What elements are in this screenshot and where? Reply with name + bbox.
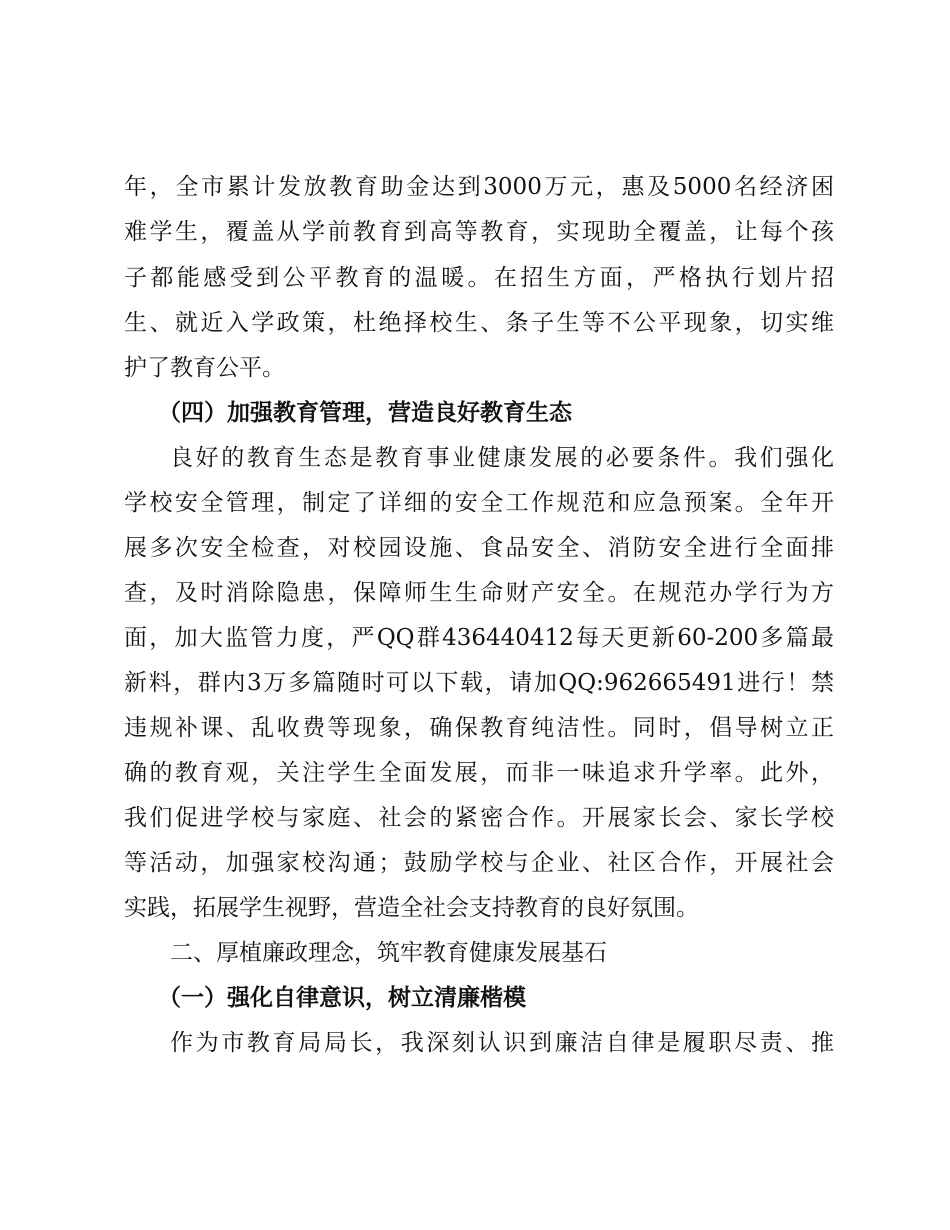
paragraph-line: 展多次安全检查，对校园设施、食品安全、消防安全进行全面排 bbox=[124, 535, 834, 561]
section-heading: 二、厚植廉政理念，筑牢教育健康发展基石 bbox=[170, 940, 607, 966]
paragraph-line: 学校安全管理，制定了详细的安全工作规范和应急预案。全年开 bbox=[124, 490, 834, 516]
paragraph-line: 面，加大监管力度，严QQ群436440412每天更新60-200多篇最 bbox=[124, 625, 834, 651]
paragraph-line: 等活动，加强家校沟通；鼓励学校与企业、社区合作，开展社会 bbox=[124, 850, 834, 876]
paragraph-line: 年，全市累计发放教育助金达到3000万元，惠及5000名经济困 bbox=[124, 174, 834, 200]
paragraph-line: 实践，拓展学生视野，营造全社会支持教育的良好氛围。 bbox=[124, 895, 699, 921]
subsection-heading: （一）强化自律意识，树立清廉楷模 bbox=[158, 984, 526, 1011]
paragraph-line: 良好的教育生态是教育事业健康发展的必要条件。我们强化 bbox=[170, 445, 834, 471]
paragraph-line: 违规补课、乱收费等现象，确保教育纯洁性。同时，倡导树立正 bbox=[124, 715, 834, 741]
paragraph-line: 查，及时消除隐患，保障师生生命财产安全。在规范办学行为方 bbox=[124, 580, 834, 606]
paragraph-line: 我们促进学校与家庭、社会的紧密合作。开展家长会、家长学校 bbox=[124, 805, 834, 831]
paragraph-line: 子都能感受到公平教育的温暖。在招生方面，严格执行划片招 bbox=[124, 265, 834, 291]
paragraph-line: 作为市教育局局长，我深刻认识到廉洁自律是履职尽责、推 bbox=[170, 1030, 834, 1056]
paragraph-line: 难学生，覆盖从学前教育到高等教育，实现助全覆盖，让每个孩 bbox=[124, 219, 834, 245]
paragraph-line: 护了教育公平。 bbox=[124, 355, 285, 381]
paragraph-line: 生、就近入学政策，杜绝择校生、条子生等不公平现象，切实维 bbox=[124, 310, 834, 336]
paragraph-line: 新料，群内3万多篇随时可以下载，请加QQ:962665491进行！禁 bbox=[124, 670, 834, 696]
paragraph-line: 确的教育观，关注学生全面发展，而非一味追求升学率。此外， bbox=[124, 760, 834, 786]
subsection-heading: （四）加强教育管理，营造良好教育生态 bbox=[158, 399, 572, 426]
